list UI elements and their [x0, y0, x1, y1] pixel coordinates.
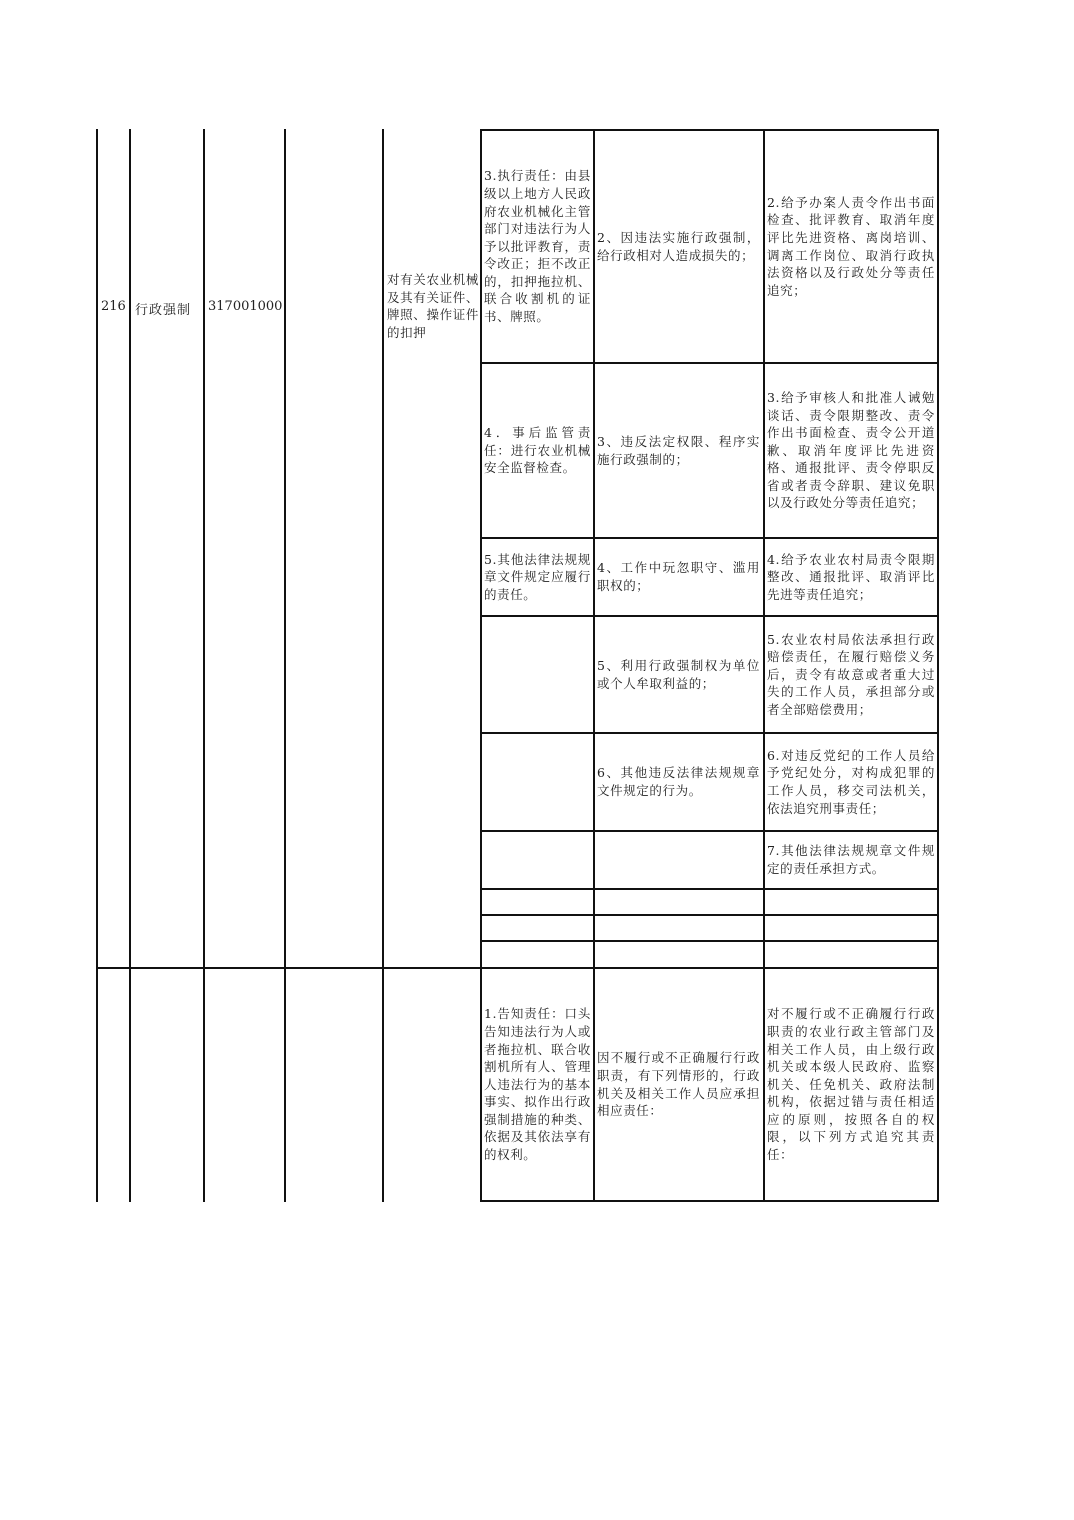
table-border [937, 129, 939, 1202]
table-border [763, 129, 765, 1202]
circumstance-cell: 2、因违法实施行政强制，给行政相对人造成损失的； [597, 229, 760, 263]
responsibility-cell: 4．事后监管责任：进行农业机械安全监督检查。 [484, 425, 591, 476]
row-index: 216 [101, 299, 126, 314]
circumstance-cell: 因不履行或不正确履行行政职责，有下列情形的，行政机关及相关工作人员应承担相应责任： [597, 1050, 760, 1119]
responsibility-cell: 5.其他法律法规规章文件规定应履行的责任。 [484, 551, 591, 602]
circumstance-cell: 3、违反法定权限、程序实施行政强制的； [597, 433, 760, 467]
table-border [96, 967, 480, 969]
table-border [382, 129, 384, 1202]
responsibility-cell: 1.告知责任：口头告知违法行为人或者拖拉机、联合收割机所有人、管理人违法行为的基本事实、拟作出行政强制措施的种类、依据及其依法享有的权利。 [484, 1006, 591, 1163]
table-border [203, 129, 205, 1202]
row-category: 行政强制 [135, 303, 192, 318]
circumstance-cell: 4、工作中玩忽职守、滥用职权的； [597, 560, 760, 593]
responsibility-cell: 3.执行责任：由县级以上地方人民政府农业机械化主管部门对违法行为人予以批评教育，责令改正；拒不改正的，扣押拖拉机、联合收割机的证书、牌照。 [484, 168, 591, 325]
accountability-cell: 6.对违反党纪的工作人员给予党纪处分，对构成犯罪的工作人员，移交司法机关，依法追究刑事责任； [767, 747, 935, 816]
table-border [593, 129, 595, 1202]
accountability-cell: 5.农业农村局依法承担行政赔偿责任，在履行赔偿义务后，责令有故意或者重大过失的工作人员，承担部分或者全部赔偿费用； [767, 631, 935, 717]
accountability-cell: 2.给予办案人责令作出书面检查、批评教育、取消年度评比先进资格、离岗培训、调离工作岗位、取消行政执法资格以及行政处分等责任追究； [767, 194, 935, 298]
table-border [480, 129, 482, 1202]
table-border [480, 940, 939, 942]
table-border [129, 129, 131, 1202]
row-code: 317001000 [208, 299, 283, 314]
table-border [284, 129, 286, 1202]
accountability-cell: 4.给予农业农村局责令限期整改、通报批评、取消评比先进等责任追究； [767, 551, 935, 602]
row-item-name: 对有关农业机械及其有关证件、牌照、操作证件的扣押 [387, 272, 479, 340]
accountability-cell: 3.给予审核人和批准人诫勉谈话、责令限期整改、责令作出书面检查、责令公开道歉、取消年度评比先进资格、通报批评、责令停职反省或者责令辞职、建议免职以及行政处分等责任追究； [767, 389, 935, 511]
circumstance-cell: 5、利用行政强制权为单位或个人牟取利益的； [597, 657, 760, 691]
accountability-cell: 7.其他法律法规规章文件规定的责任承担方式。 [767, 843, 935, 876]
table-border [480, 1200, 939, 1202]
table-border [480, 914, 939, 916]
table-border [96, 129, 98, 1202]
circumstance-cell: 6、其他违反法律法规规章文件规定的行为。 [597, 765, 760, 798]
table-border [480, 888, 939, 890]
accountability-cell: 对不履行或不正确履行行政职责的农业行政主管部门及相关工作人员，由上级行政机关或本级人民政府、监察机关、任免机关、政府法制机构，依据过错与责任相适应的原则，按照各自的权限，以下列方式追究其责任： [767, 1006, 935, 1163]
